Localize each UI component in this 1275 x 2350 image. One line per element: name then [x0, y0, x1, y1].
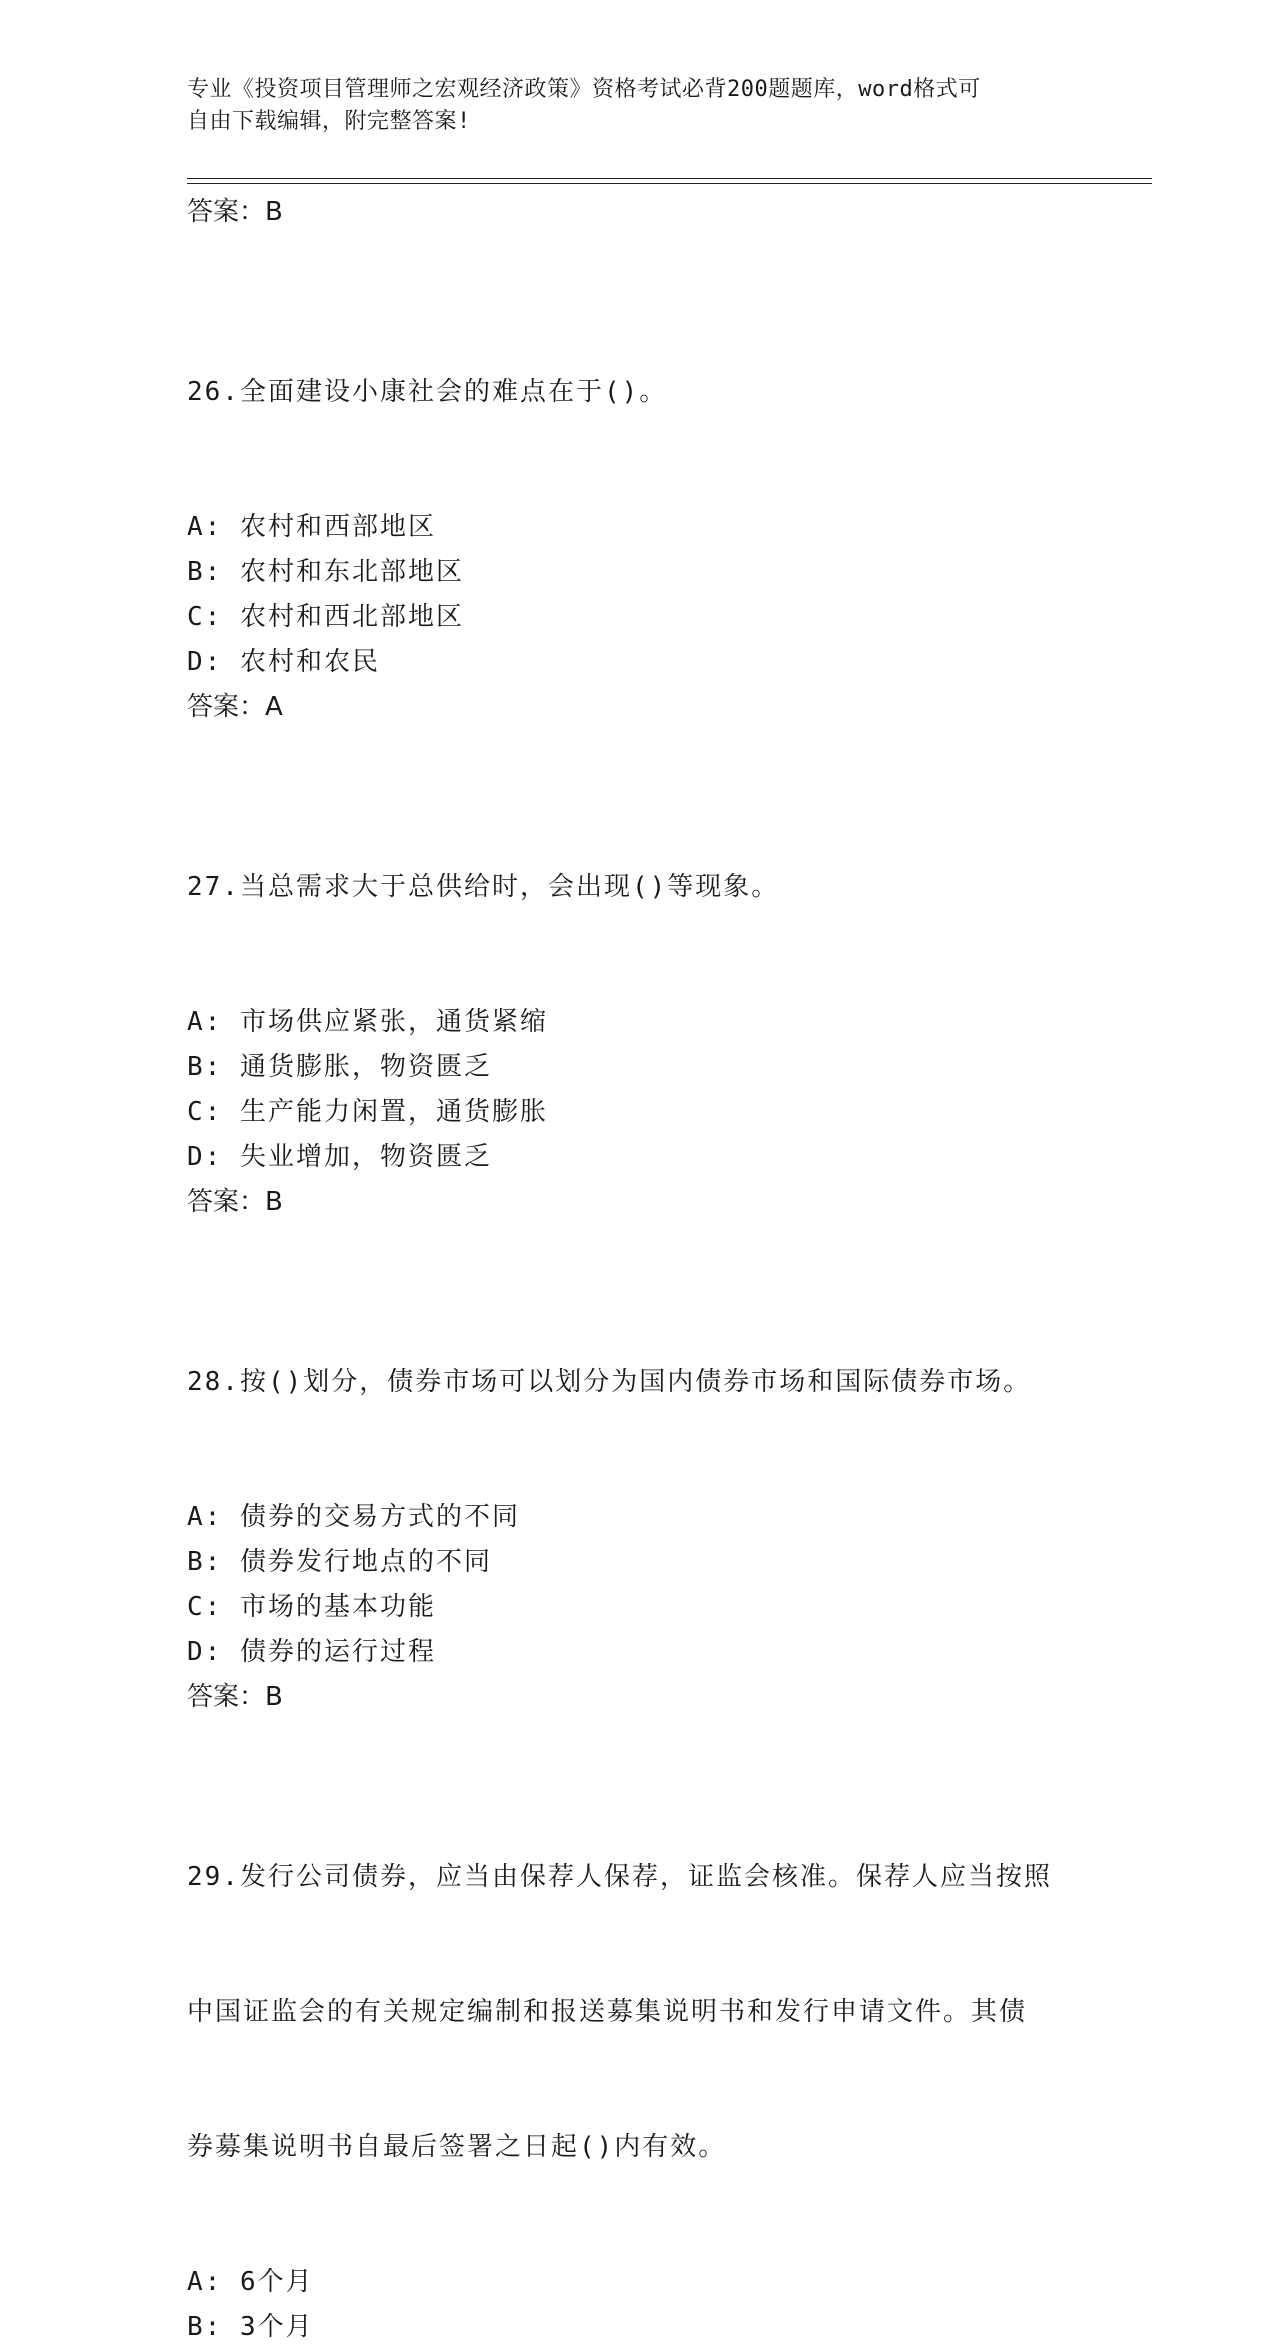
option-a: A: 债券的交易方式的不同 — [187, 1502, 520, 1532]
answer-line: 答案：B — [187, 1187, 283, 1217]
option-b: B: 农村和东北部地区 — [187, 557, 464, 587]
option-d: D: 农村和农民 — [187, 647, 380, 677]
option-c: C: 农村和西北部地区 — [187, 602, 464, 632]
header-title-line-1: 专业《投资项目管理师之宏观经济政策》资格考试必背200题题库，word格式可 — [187, 77, 981, 102]
header-divider-top — [187, 178, 1152, 179]
question-line: 27.当总需求大于总供给时，会出现()等现象。 — [187, 872, 780, 902]
document-header — [187, 74, 1067, 138]
option-d: D: 失业增加，物资匮乏 — [187, 1142, 492, 1172]
question-block-27 — [187, 775, 1087, 1225]
option-b: B: 3个月 — [187, 2312, 314, 2342]
question-line: 29.发行公司债券，应当由保荐人保荐，证监会核准。保荐人应当按照 — [187, 1862, 1052, 1892]
question-text — [187, 1765, 1087, 2260]
option-b: B: 通货膨胀，物资匮乏 — [187, 1052, 492, 1082]
question-text — [187, 1270, 1087, 1495]
option-a: A: 6个月 — [187, 2267, 314, 2297]
option-a: A: 市场供应紧张，通货紧缩 — [187, 1007, 548, 1037]
question-line: 28.按()划分，债券市场可以划分为国内债券市场和国际债券市场。 — [187, 1367, 1032, 1397]
answer-line: 答案：B — [187, 1682, 283, 1712]
question-line: 26.全面建设小康社会的难点在于()。 — [187, 377, 668, 407]
option-c: C: 生产能力闲置，通货膨胀 — [187, 1097, 548, 1127]
answer-line: 答案：A — [187, 692, 283, 722]
question-line: 中国证监会的有关规定编制和报送募集说明书和发行申请文件。其债 — [187, 1997, 1028, 2027]
question-block-29 — [187, 1765, 1087, 2350]
question-block-26 — [187, 280, 1087, 730]
question-list — [187, 190, 1087, 2350]
header-divider-bottom — [187, 183, 1152, 184]
option-d: D: 债券的运行过程 — [187, 1637, 436, 1667]
option-a: A: 农村和西部地区 — [187, 512, 436, 542]
question-line: 券募集说明书自最后签署之日起()内有效。 — [187, 2132, 727, 2162]
option-b: B: 债券发行地点的不同 — [187, 1547, 492, 1577]
question-text — [187, 775, 1087, 1000]
option-c: C: 市场的基本功能 — [187, 1592, 436, 1622]
answer-line: 答案：B — [187, 197, 283, 227]
header-title-line-2: 自由下载编辑，附完整答案! — [187, 109, 471, 134]
question-block-28 — [187, 1270, 1087, 1720]
question-text — [187, 280, 1087, 505]
